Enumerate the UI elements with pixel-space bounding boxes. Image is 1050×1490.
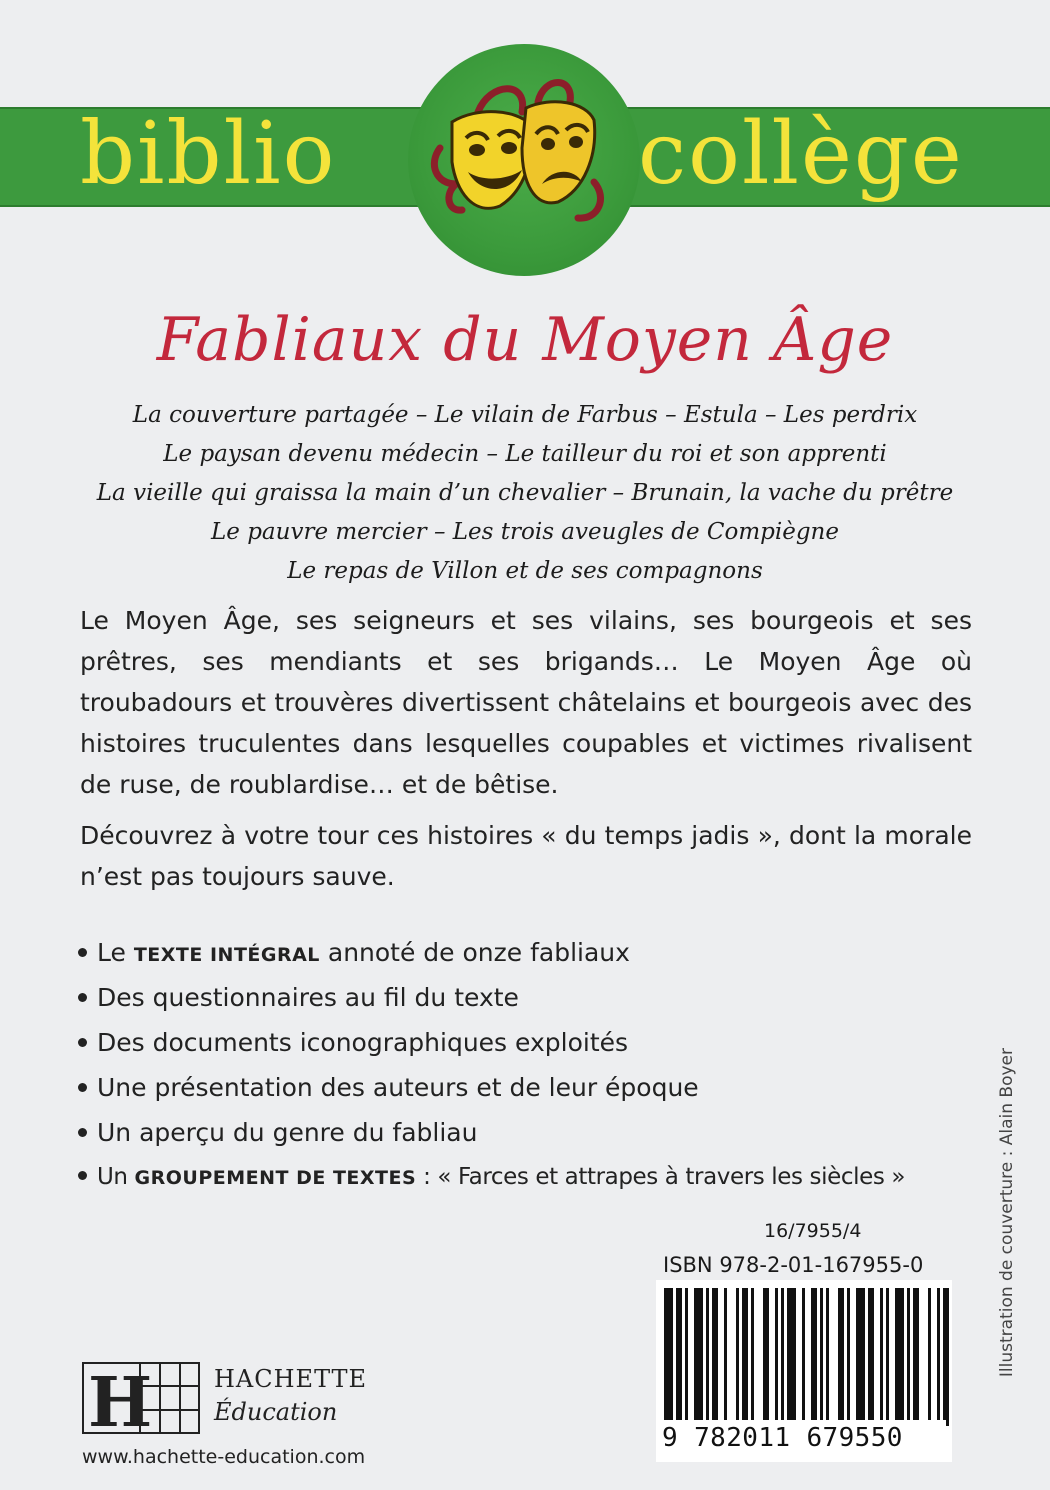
feature-text: Un aperçu du genre du fabliau bbox=[97, 1118, 478, 1147]
feature-item bbox=[78, 1110, 990, 1155]
hachette-h-logo-icon bbox=[82, 1362, 200, 1434]
blurb-paragraph-2: Découvrez à votre tour ces histoires « du temps jadis », dont la morale n’est pas toujours sauve. bbox=[80, 821, 972, 891]
cover-illustration-credit: Illustration de couverture : Alain Boyer bbox=[997, 1048, 1017, 1378]
barcode-bars bbox=[656, 1280, 952, 1430]
blurb-paragraph-1: Le Moyen Âge, ses seigneurs et ses vilains, ses bourgeois et ses prêtres, ses mendiants et ses brigands… Le Moyen Âge où troubadours et trouvères divertissent châtelains et bourgeois avec des histoires truculentes dans lesquelles coupables et victimes rivalisent de ruse, de roublardise… et de bêtise. bbox=[80, 606, 972, 799]
svg-text:H: H bbox=[88, 1363, 153, 1434]
contents-line: La couverture partagée – Le vilain de Farbus – Estula – Les perdrix bbox=[132, 402, 918, 428]
feature-text: Une présentation des auteurs et de leur époque bbox=[97, 1073, 699, 1102]
feature-emphasis: TEXTE INTÉGRAL bbox=[133, 944, 320, 966]
bullet-icon bbox=[78, 1128, 87, 1137]
barcode-digits: 9 782011 679550 bbox=[662, 1420, 946, 1456]
feature-text: Des documents iconographiques exploités bbox=[97, 1028, 629, 1057]
contents-line: Le pauvre mercier – Les trois aveugles de Compiègne bbox=[211, 519, 839, 545]
feature-text: annoté de onze fabliaux bbox=[319, 938, 630, 967]
series-name-left: biblio bbox=[80, 104, 337, 204]
contents-line: Le repas de Villon et de ses compagnons bbox=[287, 558, 763, 584]
bullet-icon bbox=[78, 1171, 87, 1180]
bullet-icon bbox=[78, 1083, 87, 1092]
feature-item bbox=[78, 1065, 990, 1110]
feature-emphasis: GROUPEMENT DE TEXTES bbox=[134, 1167, 417, 1189]
product-code: 16/7955/4 bbox=[764, 1220, 862, 1242]
series-name-right: collège bbox=[638, 104, 964, 204]
isbn-number: ISBN 978-2-01-167955-0 bbox=[663, 1253, 924, 1277]
bullet-icon bbox=[78, 993, 87, 1002]
feature-text: : « Farces et attrapes à travers les siècles » bbox=[416, 1164, 905, 1190]
feature-item bbox=[78, 930, 990, 975]
feature-text: Des questionnaires au fil du texte bbox=[97, 983, 519, 1012]
feature-text: Un bbox=[97, 1164, 135, 1190]
publisher-website[interactable]: www.hachette-education.com bbox=[82, 1446, 366, 1468]
bullet-icon bbox=[78, 948, 87, 957]
feature-list bbox=[78, 930, 990, 1200]
feature-item bbox=[78, 1020, 990, 1065]
feature-item bbox=[78, 1155, 990, 1200]
contents-list bbox=[40, 396, 1010, 591]
publisher-division: Éducation bbox=[214, 1398, 338, 1426]
theatre-masks-icon bbox=[418, 72, 618, 240]
feature-item bbox=[78, 975, 990, 1020]
barcode bbox=[656, 1280, 952, 1462]
contents-line: La vieille qui graissa la main d’un chevalier – Brunain, la vache du prêtre bbox=[96, 480, 954, 506]
publisher-name: HACHETTE bbox=[214, 1365, 368, 1393]
bullet-icon bbox=[78, 1038, 87, 1047]
book-title: Fabliaux du Moyen Âge bbox=[156, 305, 894, 375]
contents-line: Le paysan devenu médecin – Le tailleur du roi et son apprenti bbox=[163, 441, 887, 467]
feature-text: Le bbox=[97, 938, 134, 967]
